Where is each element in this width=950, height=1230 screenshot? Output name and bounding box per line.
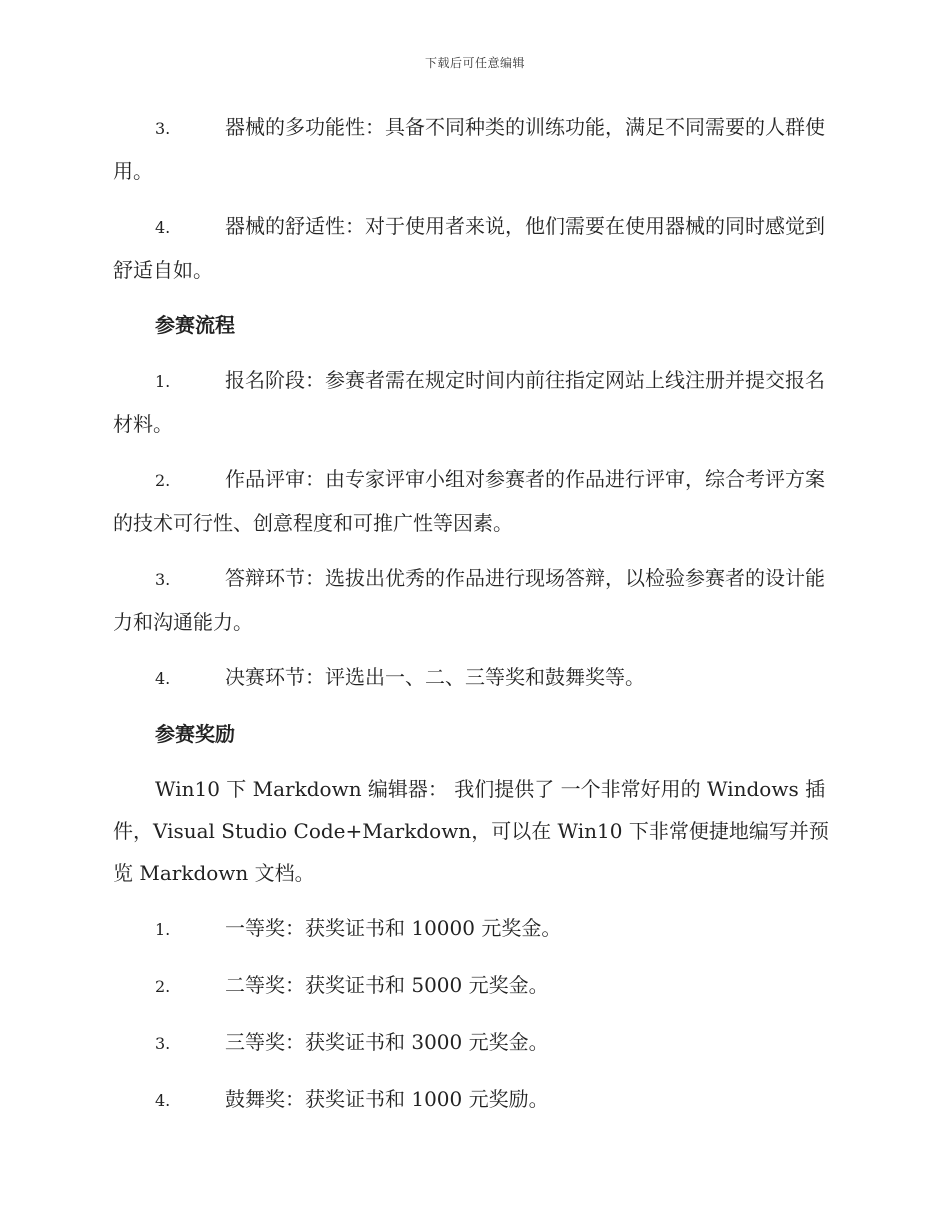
list-number: 2. (155, 471, 171, 490)
list-item-comfort (113, 205, 832, 291)
list-text: 答辩环节：选拔出优秀的作品进行现场答辩，以检验参赛者的设计能力和沟通能力。 (113, 566, 825, 634)
list-text: 二等奖：获奖证书和 5000 元奖金。 (225, 973, 549, 997)
list-text: 器械的舒适性：对于使用者来说，他们需要在使用器械的同时感觉到舒适自如。 (113, 214, 825, 282)
list-text: 器械的多功能性：具备不同种类的训练功能，满足不同需要的人群使用。 (113, 115, 825, 183)
page-header: 下载后可任意编辑 (424, 56, 525, 70)
list-item-first-prize (113, 907, 832, 951)
list-item-second-prize (113, 964, 832, 1008)
list-text: 决赛环节：评选出一、二、三等奖和鼓舞奖等。 (225, 665, 645, 689)
list-text: 报名阶段：参赛者需在规定时间内前往指定网站上线注册并提交报名材料。 (113, 368, 825, 436)
paragraph-markdown-editor: Win10 下 Markdown 编辑器： 我们提供了 一个非常好用的 Windows 插件，Visual Studio Code+Markdown，可以在 Win10 下非常便捷地编写并预览 Markdown 文档。 (113, 777, 829, 885)
list-item-third-prize (113, 1021, 832, 1065)
list-item-final (113, 656, 832, 700)
list-number: 1. (155, 372, 171, 391)
list-text: 一等奖：获奖证书和 10000 元奖金。 (225, 916, 562, 940)
document-body (113, 106, 832, 1135)
list-number: 2. (155, 977, 171, 996)
list-number: 3. (155, 119, 171, 138)
list-number: 4. (155, 1091, 171, 1110)
section-heading-process: 参赛流程 (155, 313, 235, 337)
list-text: 鼓舞奖：获奖证书和 1000 元奖励。 (225, 1087, 549, 1111)
list-number: 3. (155, 570, 171, 589)
list-number: 4. (155, 218, 171, 237)
list-item-defense (113, 557, 832, 643)
list-item-multifunction (113, 106, 832, 192)
list-item-encouragement-prize (113, 1078, 832, 1122)
list-number: 1. (155, 920, 171, 939)
list-item-registration (113, 359, 832, 445)
section-heading-awards: 参赛奖励 (155, 722, 235, 746)
list-number: 4. (155, 669, 171, 688)
list-number: 3. (155, 1034, 171, 1053)
list-item-review (113, 458, 832, 544)
list-text: 作品评审：由专家评审小组对参赛者的作品进行评审，综合考评方案的技术可行性、创意程度和可推广性等因素。 (113, 467, 825, 535)
list-text: 三等奖：获奖证书和 3000 元奖金。 (225, 1030, 549, 1054)
